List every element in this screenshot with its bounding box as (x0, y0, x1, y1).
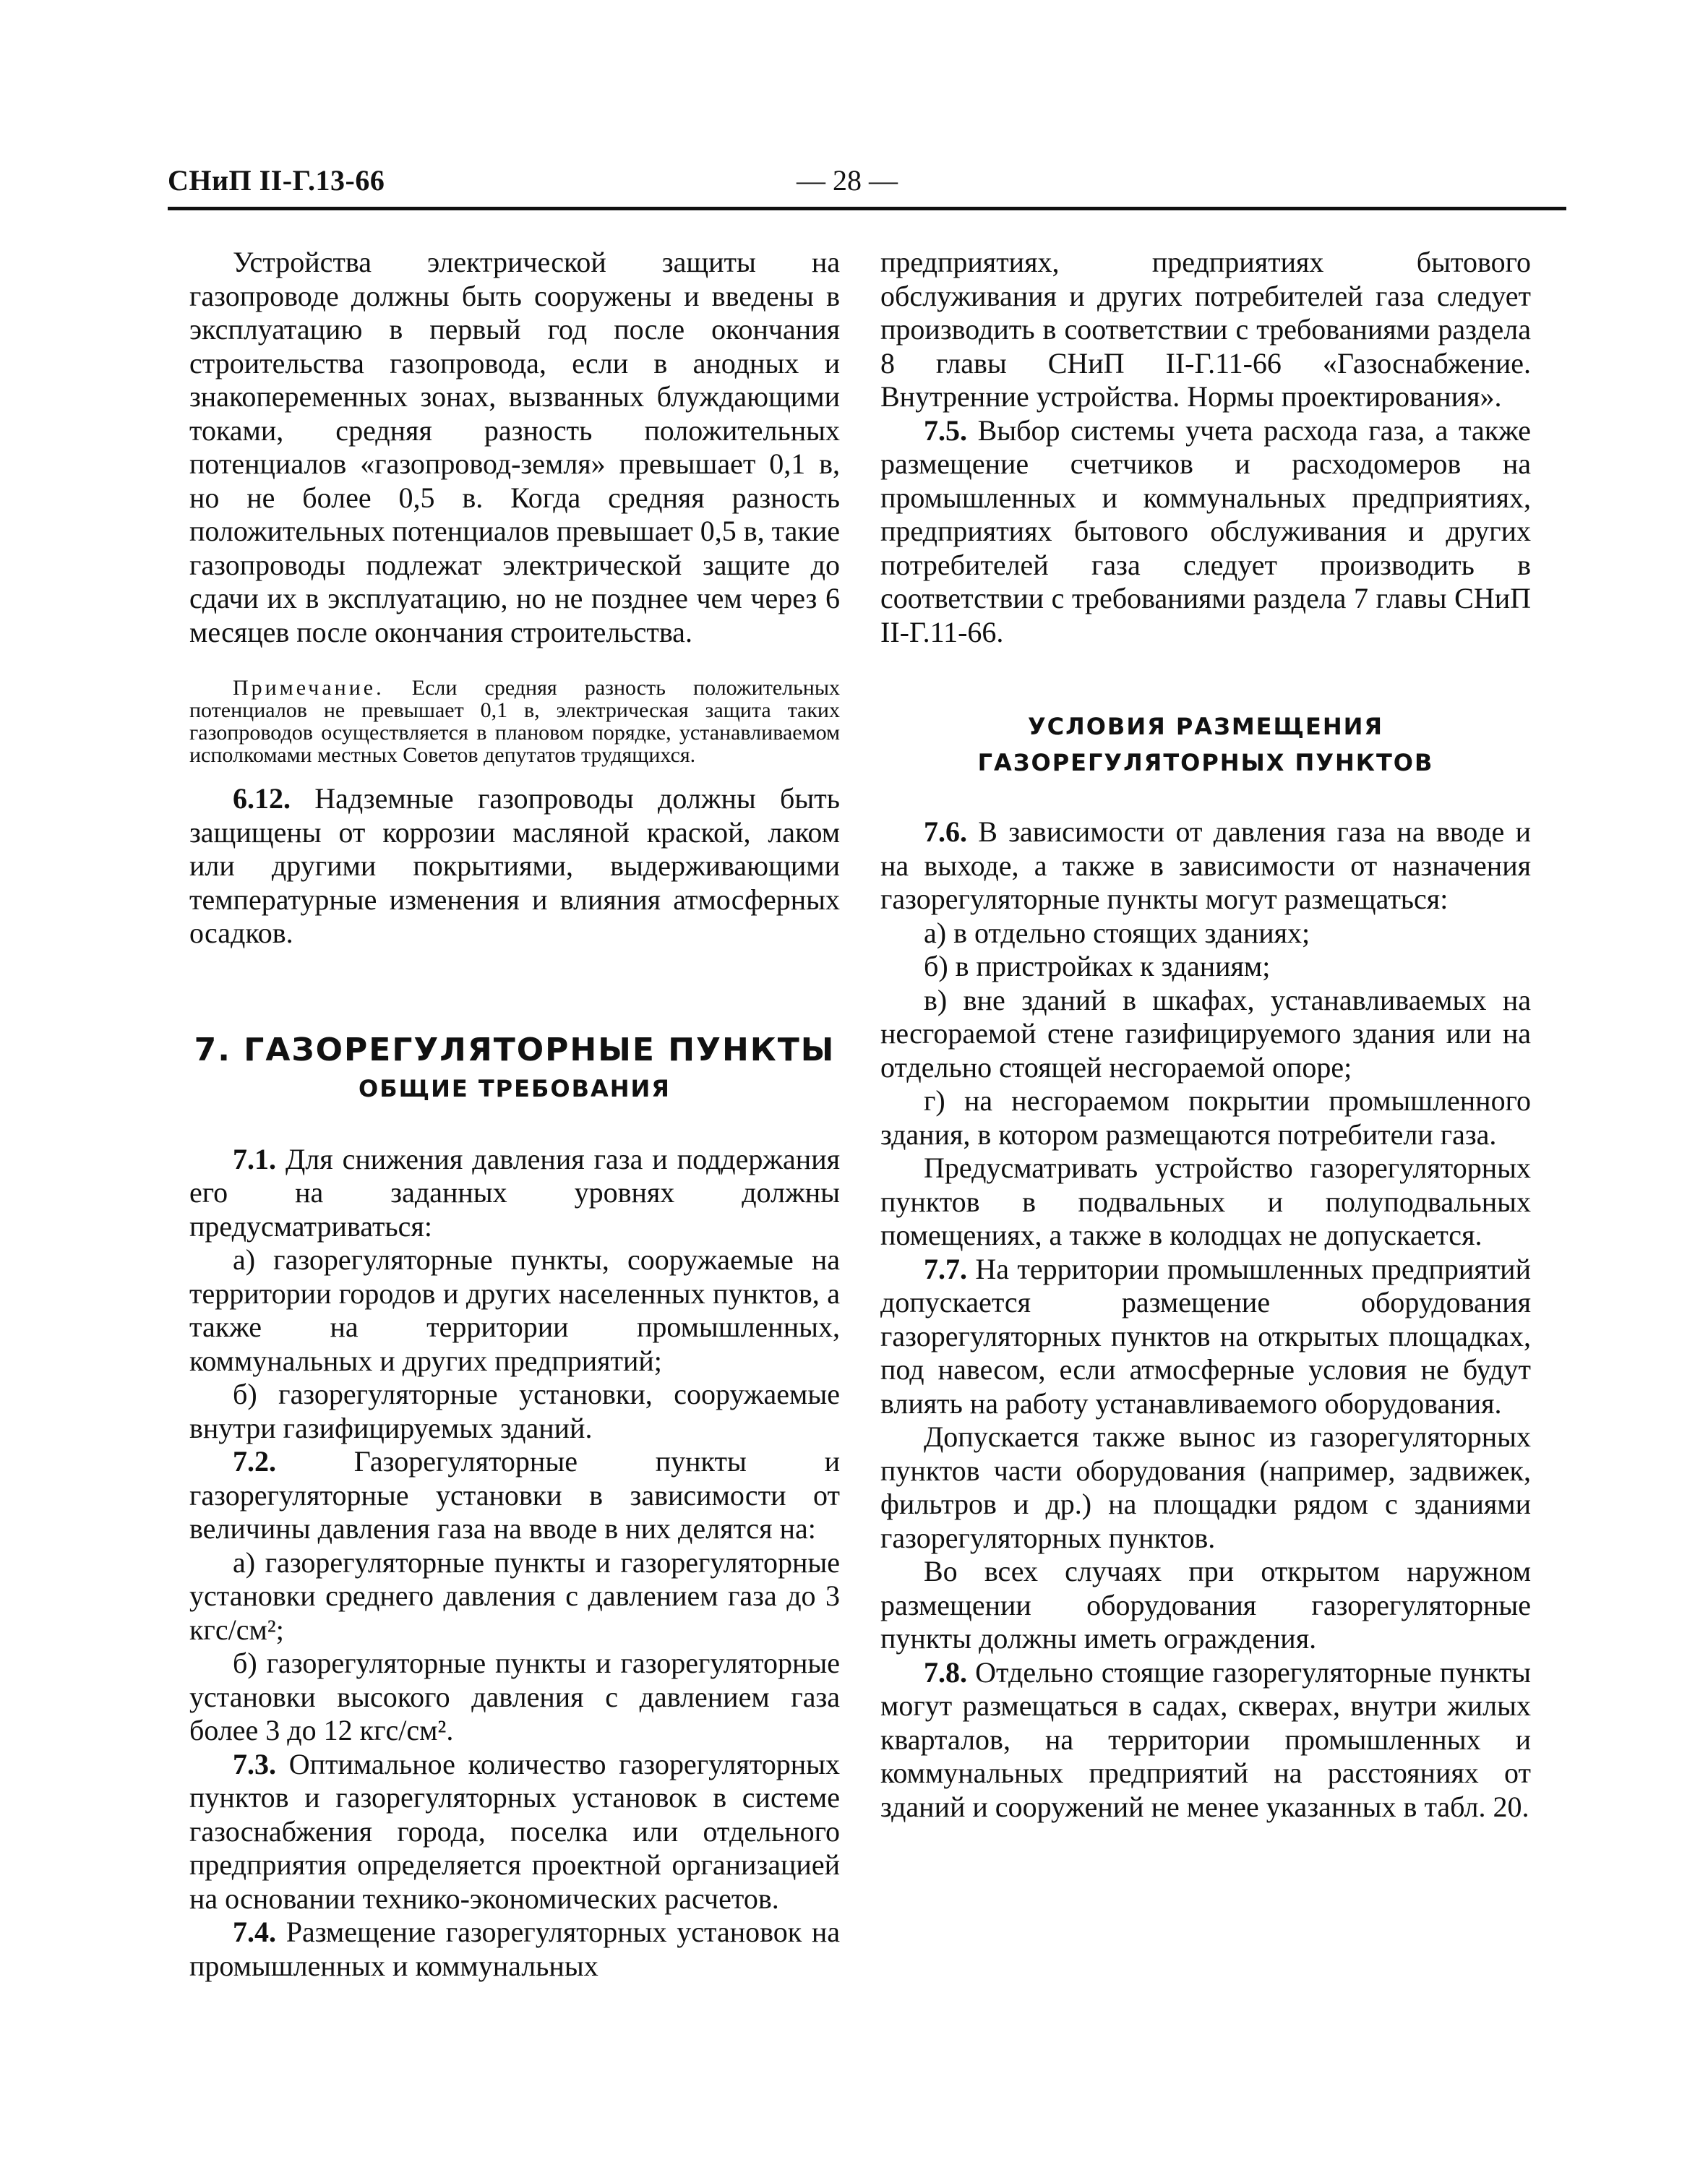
clause-number: 7.2. (233, 1445, 276, 1478)
list-item: а) газорегуляторные пункты и газорегуляторные установки среднего давления с давлением газа до 3 кгс/см²; (189, 1545, 840, 1646)
list-item: б) газорегуляторные установки, сооружаемые внутри газифицируемых зданий. (189, 1378, 840, 1444)
clause-number: 7.1. (233, 1142, 276, 1175)
clause-number: 7.4. (233, 1916, 276, 1948)
paragraph-7-1 (189, 1143, 840, 1244)
clause-number: 7.5. (924, 413, 967, 447)
paragraph-7-2 (189, 1445, 840, 1546)
right-column (880, 246, 1531, 1824)
paragraph-7-8 (880, 1656, 1531, 1825)
paragraph: Предусматривать устройство газорегуляторных пунктов в подвальных и полуподвальных помещениях, а также в колодцах не допускается. (880, 1152, 1531, 1251)
clause-text: На территории промышленных предприятий допускается размещение оборудования газорегуляторных пунктов на открытых площадках, под навесом, если атмосферные условия не будут влиять на работу устанавливаемого оборудования. (880, 1252, 1531, 1420)
paragraph-7-7 (880, 1253, 1531, 1421)
clause-text: Размещение газорегуляторных установок на промышленных и коммунальных (189, 1916, 840, 1982)
header-rule (168, 207, 1566, 210)
clause-number: 7.6. (924, 815, 967, 848)
note-label: Примечание. (233, 676, 385, 700)
paragraph-electric-protection: Устройства электрической защиты на газопроводе должны быть сооружены и введены в эксплуатацию в первый год после окончания строительства газопровода, если в анодных и знакопеременных зонах, вызванных блуждающими токами, средняя разность положительных потенциалов «газопровод-земля» превышает 0,1 в, но не более 0,5 в. Когда средняя разность положительных потенциалов превышает 0,5 в, такие газопроводы подлежат электрической защите до сдачи их в эксплуатацию, но не позднее чем через 6 месяцев после окончания строительства. (189, 246, 840, 648)
note-text: Если средняя разность положительных потенциалов не превышает 0,1 в, электрическая защита таких газопроводов осуществляется в плановом порядке, устанавливаемом исполкомами местных Советов депутатов трудящихся. (189, 676, 840, 767)
page-number: — 28 — (797, 164, 898, 197)
clause-text: Выбор системы учета расхода газа, а также размещение счетчиков и расходомеров на промышленных и коммунальных предприятиях, предприятиях бытового обслуживания и других потребителей газа следует производить в соответствии с требованиями раздела 7 главы СНиП II-Г.11-66. (880, 413, 1531, 648)
list-item: в) вне зданий в шкафах, устанавливаемых на несгораемой стене газифицируемого здания или на отдельно стоящей несгораемой опоре; (880, 983, 1531, 1084)
clause-text: Газорегуляторные пункты и газорегуляторные установки в зависимости от величины давления газа на вводе в них делятся на: (189, 1445, 840, 1545)
list-item: б) газорегуляторные пункты и газорегуляторные установки высокого давления с давлением газа более 3 до 12 кгс/см². (189, 1647, 840, 1746)
clause-text: Оптимальное количество газорегуляторных пунктов и газорегуляторных установок в системе газоснабжения города, поселка или отдельного предприятия определяется проектной организацией на основании технико-экономических расчетов. (189, 1747, 840, 1915)
paragraph-7-4-continued: предприятиях, предприятиях бытового обслуживания и других потребителей газа следует производить в соответствии с требованиями раздела 8 главы СНиП II-Г.11-66 «Газоснабжение. Внутренние устройства. Нормы проектирования». (880, 246, 1531, 413)
list-item: а) в отдельно стоящих зданиях; (924, 916, 1310, 949)
clause-number: 6.12. (233, 782, 291, 815)
clause-text: Отдельно стоящие газорегуляторные пункты могут размещаться в садах, скверах, внутри жилых кварталов, на территории промышленных и коммунальных предприятий на расстояниях от зданий и сооружений не менее указанных в табл. 20. (880, 1655, 1531, 1823)
note (189, 677, 840, 766)
clause-text: Надземные газопроводы должны быть защищены от коррозии масляной краской, лаком или другими покрытиями, выдерживающими температурные изменения и влияния атмосферных осадков. (189, 782, 840, 949)
clause-number: 7.8. (924, 1655, 967, 1689)
page-header (168, 163, 1566, 207)
subsection-title (880, 708, 1531, 781)
list-item: а) газорегуляторные пункты, сооружаемые на территории городов и других населенных пунктов, а также на территории промышленных, коммунальных и других предприятий; (189, 1243, 840, 1377)
subsection-title-line-2: ГАЗОРЕГУЛЯТОРНЫХ ПУНКТОВ (977, 749, 1434, 776)
paragraph-7-5 (880, 414, 1531, 650)
paragraph-7-4 (189, 1916, 840, 1983)
clause-number: 7.7. (924, 1252, 967, 1285)
section-subtitle: ОБЩИЕ ТРЕБОВАНИЯ (359, 1074, 671, 1102)
left-column (189, 246, 840, 1983)
list-item: г) на несгораемом покрытии промышленного здания, в котором размещаются потребители газа. (880, 1084, 1531, 1151)
paragraph-6-12 (189, 782, 840, 951)
list-item: б) в пристройках к зданиям; (924, 950, 1271, 982)
paragraph-7-6 (880, 815, 1531, 917)
clause-text: Для снижения давления газа и поддержания его на заданных уровнях должны предусматриваться: (189, 1142, 840, 1243)
section-title: 7. ГАЗОРЕГУЛЯТОРНЫЕ ПУНКТЫ (194, 1031, 836, 1068)
paragraph: Допускается также вынос из газорегуляторных пунктов части оборудования (например, задвижек, фильтров и др.) на площадки рядом с зданиями газорегуляторных пунктов. (880, 1420, 1531, 1554)
subsection-title-line-1: УСЛОВИЯ РАЗМЕЩЕНИЯ (1027, 713, 1384, 740)
document-code: СНиП II-Г.13-66 (168, 164, 385, 197)
clause-text: В зависимости от давления газа на вводе и на выходе, а также в зависимости от назначения газорегуляторные пункты могут размещаться: (880, 815, 1531, 915)
paragraph: Во всех случаях при открытом наружном размещении оборудования газорегуляторные пункты должны иметь ограждения. (880, 1555, 1531, 1655)
clause-number: 7.3. (233, 1747, 276, 1780)
paragraph-7-3 (189, 1748, 840, 1916)
